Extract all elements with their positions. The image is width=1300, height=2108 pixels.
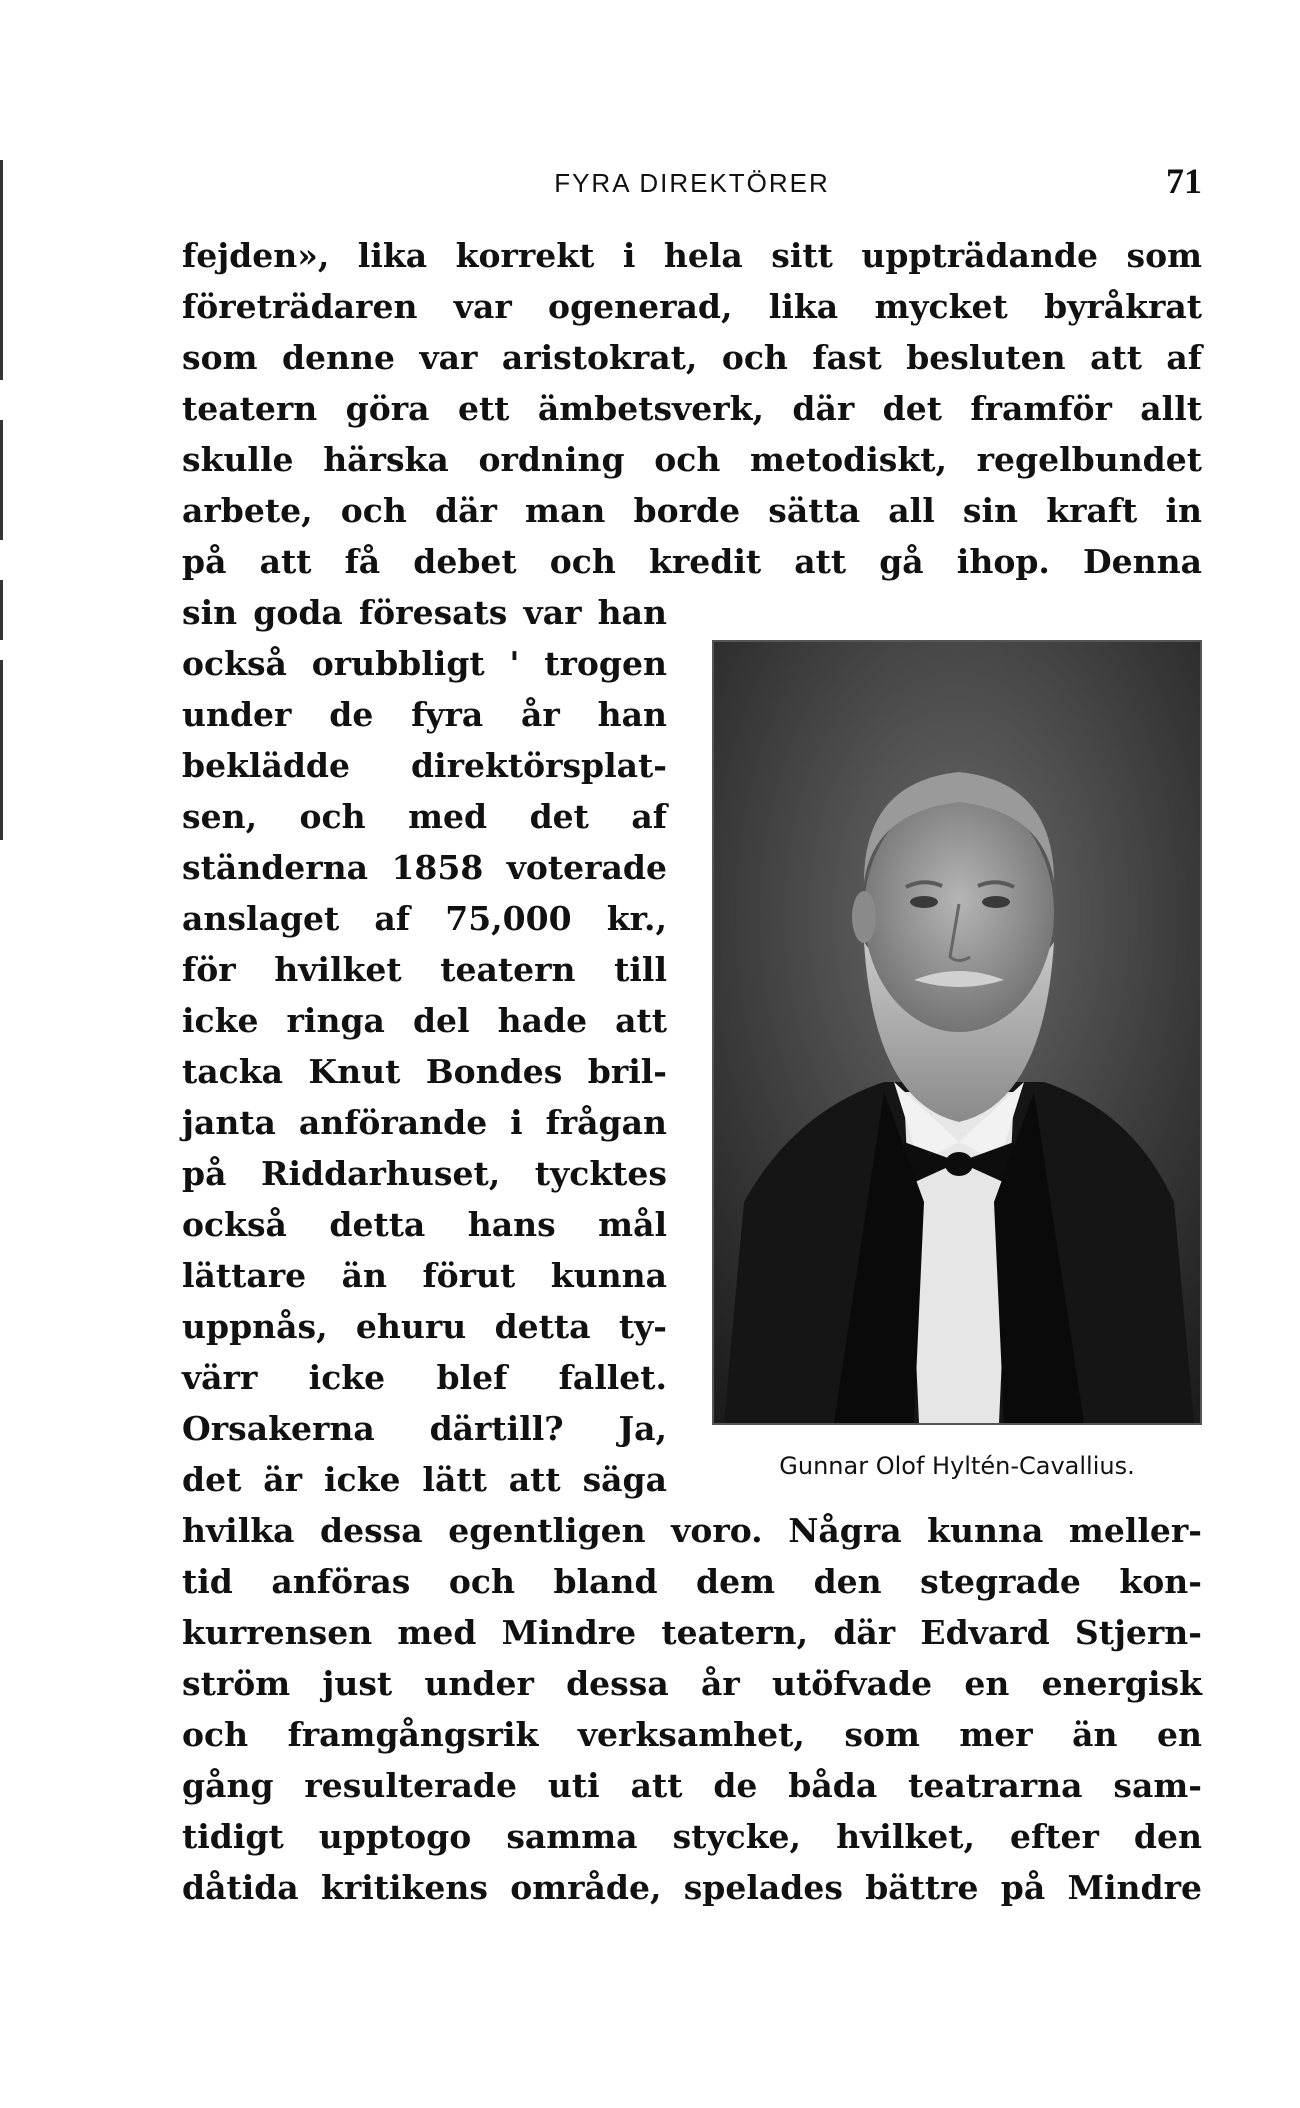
text-line: janta anförande i frågan — [182, 1103, 667, 1142]
text-line: och framgångsrik verksamhet, som mer än en — [182, 1715, 1202, 1754]
text-line: hvilka dessa egentligen voro. Några kunna meller- — [182, 1511, 1202, 1550]
text-line: skulle härska ordning och metodiskt, regelbundet — [182, 440, 1202, 479]
text-line: ständerna 1858 voterade — [182, 848, 667, 887]
portrait-illustration — [714, 642, 1200, 1423]
text-line: under de fyra år han — [182, 695, 667, 734]
text-line: uppnås, ehuru detta ty- — [182, 1307, 667, 1346]
text-line: värr icke blef fallet. — [182, 1358, 667, 1397]
text-line: också orubbligt ' trogen — [182, 644, 667, 683]
text-line: tidigt upptogo samma stycke, hvilket, efter den — [182, 1817, 1202, 1856]
text-line: ström just under dessa år utöfvade en energisk — [182, 1664, 1202, 1703]
text-line: anslaget af 75,000 kr., — [182, 899, 667, 938]
text-line: på Riddarhuset, tycktes — [182, 1154, 667, 1193]
text-line: dåtida kritikens område, spelades bättre på Mindre — [182, 1868, 1202, 1907]
scan-margin-marks — [0, 160, 4, 960]
running-title: FYRA DIREKTÖRER — [554, 168, 830, 198]
text-line: sin goda föresats var han — [182, 593, 667, 632]
page-header — [182, 160, 1202, 204]
text-line: lättare än förut kunna — [182, 1256, 667, 1295]
text-line: tacka Knut Bondes bril- — [182, 1052, 667, 1091]
text-line: beklädde direktörsplat- — [182, 746, 667, 785]
text-line: teatern göra ett ämbetsverk, där det framför allt — [182, 389, 1202, 428]
text-line: också detta hans mål — [182, 1205, 667, 1244]
text-line: det är icke lätt att säga — [182, 1460, 667, 1499]
text-line: icke ringa del hade att — [182, 1001, 667, 1040]
text-line: på att få debet och kredit att gå ihop. Denna — [182, 542, 1202, 581]
portrait-photo — [712, 640, 1202, 1425]
text-line: gång resulterade uti att de båda teatrarna sam- — [182, 1766, 1202, 1805]
portrait-caption: Gunnar Olof Hyltén-Cavallius. — [779, 1452, 1135, 1480]
page-number: 71 — [1166, 161, 1202, 201]
text-line: företrädaren var ogenerad, lika mycket byråkrat — [182, 287, 1202, 326]
text-line: Orsakerna därtill? Ja, — [182, 1409, 667, 1448]
text-line: arbete, och där man borde sätta all sin kraft in — [182, 491, 1202, 530]
text-line: fejden», lika korrekt i hela sitt uppträdande som — [182, 236, 1202, 275]
text-line: kurrensen med Mindre teatern, där Edvard Stjern- — [182, 1613, 1202, 1652]
text-line: som denne var aristokrat, och fast besluten att af — [182, 338, 1202, 377]
text-line: sen, och med det af — [182, 797, 667, 836]
text-line: för hvilket teatern till — [182, 950, 667, 989]
text-line: tid anföras och bland dem den stegrade kon- — [182, 1562, 1202, 1601]
